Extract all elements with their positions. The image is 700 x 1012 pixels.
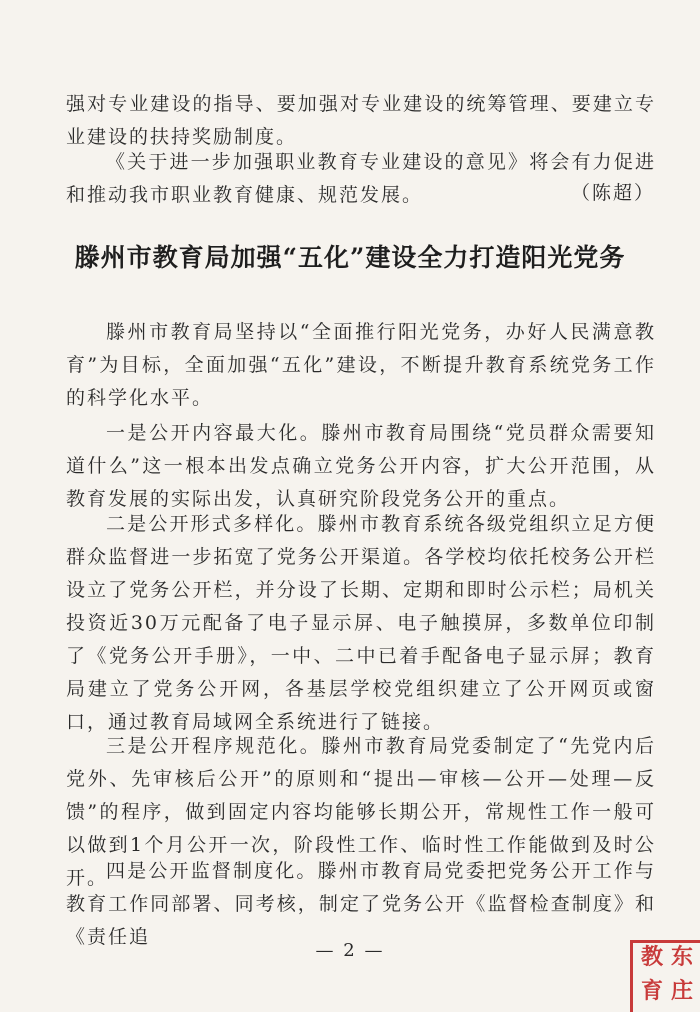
article-title: 滕州市教育局加强“五化”建设全力打造阳光党务	[74, 243, 626, 272]
seal-char: 育	[641, 979, 664, 1004]
seal-char: 庄	[671, 979, 694, 1004]
paragraph-opinion: 《关于进一步加强职业教育专业建设的意见》将会有力促进和推动我市职业教育健康、规范发展。	[66, 151, 656, 206]
page-number: — 2 —	[315, 940, 385, 961]
paragraph-intro: 滕州市教育局坚持以“全面推行阳光党务，办好人民满意教育”为目标，全面加强“五化”建设，不断提升教育系统党务工作的科学化水平。	[66, 321, 656, 409]
seal-char: 东	[671, 945, 694, 970]
paragraph-point-1: 一是公开内容最大化。滕州市教育局围绕“党员群众需要知道什么”这一根本出发点确立党务公开内容，扩大公开范围，从教育发展的实际出发，认真研究阶段党务公开的重点。	[66, 422, 656, 510]
paragraph-point-3: 三是公开程序规范化。滕州市教育局党委制定了“先党内后党外、先审核后公开”的原则和“提出—审核—公开—处理—反馈”的程序，做到固定内容均能够长期公开，常规性工作一般可以做到1个月公开一次，阶段性工作、临时性工作能做到及时公开。	[66, 735, 656, 889]
seal-stamp	[630, 940, 700, 1012]
paragraph-point-4: 四是公开监督制度化。滕州市教育局党委把党务公开工作与教育工作同部署、同考核，制定了党务公开《监督检查制度》和《责任追	[66, 860, 656, 948]
author-name: （陈超）	[570, 182, 655, 204]
paragraph-point-2: 二是公开形式多样化。滕州市教育系统各级党组织立足方便群众监督进一步拓宽了党务公开渠道。各学校均依托校务公开栏设立了党务公开栏，并分设了长期、定期和即时公示栏；局机关投资近30万元配备了电子显示屏、电子触摸屏，多数单位印制了《党务公开手册》，一中、二中已着手配备电子显示屏；教育局建立了党务公开网，各基层学校党组织建立了公开网页或窗口，通过教育局域网全系统进行了链接。	[66, 513, 656, 733]
paragraph-continued: 强对专业建设的指导、要加强对专业建设的统筹管理、要建立专业建设的扶持奖励制度。	[66, 93, 656, 148]
seal-char: 教	[641, 945, 664, 970]
